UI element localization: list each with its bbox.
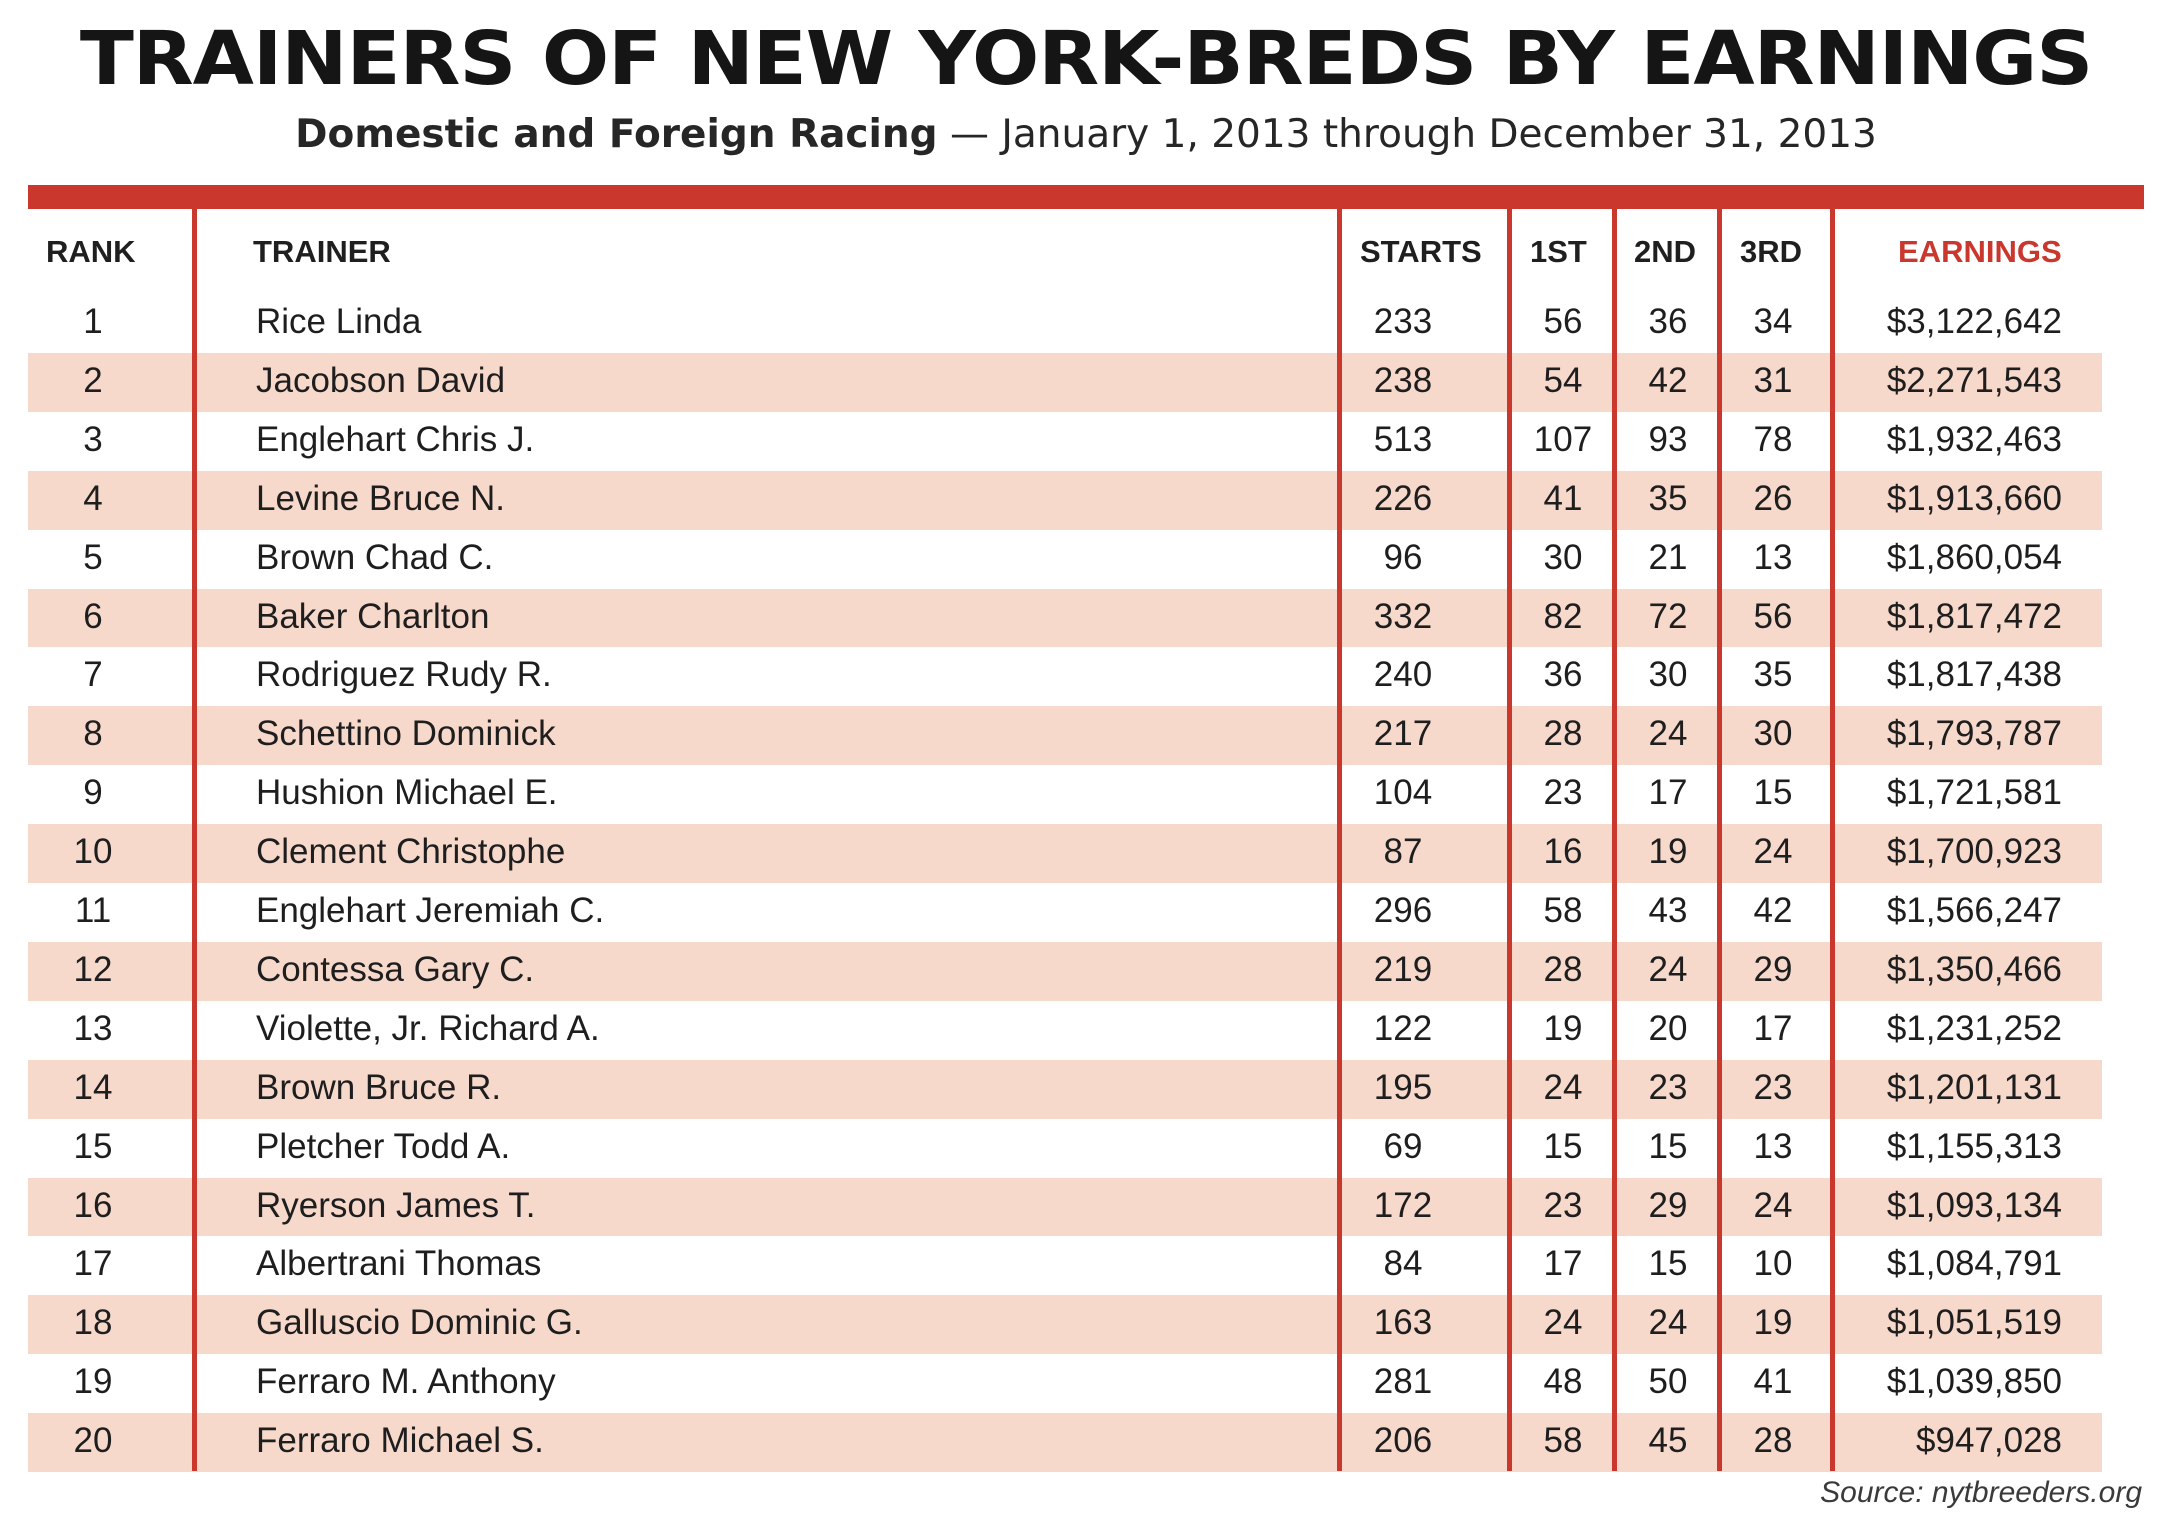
first-cell: 58 [1543,1421,1583,1461]
second-cell: 93 [1648,419,1688,459]
rank-cell: 7 [83,655,103,695]
earnings-cell: $3,122,642 [1886,302,2062,341]
earnings-cell: $1,231,252 [1886,1008,2062,1048]
rank-cell: 5 [83,537,103,577]
table-row [28,353,2102,412]
first-cell: 28 [1543,714,1583,754]
earnings-cell: $1,860,054 [1886,537,2062,577]
second-cell: 50 [1648,1362,1688,1402]
third-cell: 78 [1753,419,1793,459]
earnings-cell: $1,793,787 [1886,714,2062,754]
first-cell: 23 [1543,1185,1583,1225]
second-cell: 43 [1648,891,1688,930]
second-cell: 30 [1648,655,1688,695]
second-cell: 24 [1648,1303,1688,1343]
trainer-cell: Pletcher Todd A. [256,1126,511,1166]
earnings-cell: $1,721,581 [1886,773,2062,813]
rank-cell: 11 [74,891,112,930]
header-second: 2ND [1634,234,1697,269]
first-cell: 48 [1543,1362,1583,1402]
third-cell: 31 [1753,360,1793,400]
starts-cell: 87 [1383,832,1423,872]
rank-cell: 4 [83,478,103,518]
rank-cell: 16 [73,1185,113,1225]
third-cell: 41 [1753,1362,1793,1402]
header-rule [28,185,2144,209]
column-divider [1507,209,1512,1471]
earnings-cell: $1,051,519 [1886,1303,2062,1343]
earnings-table [28,209,2144,1472]
starts-cell: 233 [1373,302,1433,341]
second-cell: 17 [1648,773,1688,813]
third-cell: 28 [1753,1421,1793,1461]
earnings-cell: $1,155,313 [1886,1126,2062,1166]
table-row [28,1413,2102,1472]
starts-cell: 104 [1373,773,1433,813]
header-trainer: TRAINER [253,234,391,269]
third-cell: 17 [1753,1008,1793,1048]
subtitle-bold: Domestic and Foreign Racing [295,112,938,157]
trainer-cell: Rodriguez Rudy R. [256,655,552,695]
table-row [28,1295,2102,1354]
starts-cell: 69 [1383,1126,1423,1166]
earnings-cell: $1,084,791 [1886,1244,2062,1284]
third-cell: 24 [1753,1185,1793,1225]
third-cell: 42 [1753,891,1793,930]
earnings-cell: $1,201,131 [1886,1067,2062,1107]
first-cell: 107 [1533,419,1593,459]
table-row [28,824,2102,883]
earnings-cell: $1,700,923 [1886,832,2062,872]
table-row [28,471,2102,530]
second-cell: 24 [1648,714,1688,754]
third-cell: 13 [1753,537,1793,577]
first-cell: 23 [1543,773,1583,813]
table-row [28,883,2102,942]
rank-cell: 6 [83,596,103,636]
third-cell: 15 [1753,773,1793,813]
table-row [28,765,2102,824]
column-divider [1612,209,1617,1471]
trainer-cell: Englehart Chris J. [256,419,535,459]
starts-cell: 195 [1373,1067,1433,1107]
third-cell: 19 [1753,1303,1793,1343]
table-row [28,412,2102,471]
earnings-cell: $2,271,543 [1886,360,2062,400]
second-cell: 29 [1648,1185,1688,1225]
third-cell: 56 [1753,596,1793,636]
first-cell: 82 [1543,596,1583,636]
starts-cell: 122 [1373,1008,1433,1048]
column-divider [1337,209,1342,1471]
trainer-cell: Rice Linda [256,302,422,341]
rank-cell: 20 [73,1421,113,1461]
starts-cell: 296 [1373,891,1433,930]
third-cell: 23 [1753,1067,1793,1107]
table-row [28,1060,2102,1119]
first-cell: 41 [1543,478,1583,518]
trainer-cell: Galluscio Dominic G. [256,1303,583,1343]
source-note: Source: nytbreeders.org [1820,1476,2142,1509]
first-cell: 19 [1543,1008,1583,1048]
trainer-cell: Ferraro Michael S. [256,1421,544,1461]
starts-cell: 332 [1373,596,1433,636]
earnings-cell: $1,039,850 [1886,1362,2062,1402]
starts-cell: 219 [1373,949,1433,989]
first-cell: 58 [1543,891,1583,930]
trainer-cell: Levine Bruce N. [256,478,506,518]
third-cell: 35 [1753,655,1793,695]
header-rank: RANK [46,234,136,269]
trainer-cell: Jacobson David [256,360,506,400]
column-divider [1830,209,1835,1471]
rank-cell: 12 [73,949,113,989]
trainer-cell: Violette, Jr. Richard A. [256,1008,600,1048]
rank-cell: 14 [73,1067,113,1107]
earnings-cell: $1,932,463 [1886,419,2062,459]
third-cell: 30 [1753,714,1793,754]
trainer-cell: Contessa Gary C. [256,949,535,989]
starts-cell: 281 [1373,1362,1433,1402]
trainer-cell: Hushion Michael E. [256,773,558,813]
trainer-cell: Schettino Dominick [256,714,556,754]
earnings-cell: $1,913,660 [1886,478,2062,518]
first-cell: 54 [1543,360,1583,400]
starts-cell: 217 [1373,714,1433,754]
earnings-cell: $1,817,472 [1886,596,2062,636]
first-cell: 30 [1543,537,1583,577]
trainer-cell: Brown Bruce R. [256,1067,502,1107]
third-cell: 26 [1753,478,1793,518]
first-cell: 17 [1543,1244,1583,1284]
page-subtitle [0,112,2172,157]
second-cell: 23 [1648,1067,1688,1107]
starts-cell: 240 [1373,655,1433,695]
third-cell: 13 [1753,1126,1793,1166]
trainer-cell: Baker Charlton [256,596,490,636]
first-cell: 16 [1543,832,1583,872]
subtitle-dates: — January 1, 2013 through December 31, 2013 [937,112,1877,157]
table-row [28,706,2102,765]
table-row [28,1236,2102,1295]
starts-cell: 172 [1373,1185,1433,1225]
second-cell: 19 [1648,832,1688,872]
table-header [28,209,2144,294]
header-starts: STARTS [1360,234,1482,269]
first-cell: 15 [1543,1126,1583,1166]
third-cell: 24 [1753,832,1793,872]
trainer-cell: Ryerson James T. [256,1185,536,1225]
trainer-cell: Englehart Jeremiah C. [256,891,605,930]
rank-cell: 18 [73,1303,113,1343]
trainer-cell: Clement Christophe [256,832,566,872]
second-cell: 24 [1648,949,1688,989]
starts-cell: 226 [1373,478,1433,518]
starts-cell: 238 [1373,360,1433,400]
page-title: TRAINERS OF NEW YORK-BREDS BY EARNINGS [79,16,2093,102]
rank-cell: 17 [73,1244,113,1284]
rank-cell: 15 [73,1126,113,1166]
header-third: 3RD [1740,234,1803,269]
second-cell: 21 [1648,537,1688,577]
second-cell: 35 [1648,478,1688,518]
first-cell: 36 [1543,655,1583,695]
first-cell: 56 [1543,302,1583,341]
rank-cell: 2 [83,360,103,400]
table-row [28,589,2102,648]
rank-cell: 9 [83,773,103,813]
header-earnings: EARNINGS [1898,234,2062,269]
table-row [28,1178,2102,1237]
earnings-cell: $1,350,466 [1886,949,2062,989]
rank-cell: 1 [83,302,103,341]
third-cell: 34 [1753,302,1793,341]
trainer-cell: Ferraro M. Anthony [256,1362,556,1402]
starts-cell: 96 [1383,537,1423,577]
column-divider [192,209,197,1471]
first-cell: 28 [1543,949,1583,989]
rank-cell: 13 [73,1008,113,1048]
starts-cell: 513 [1373,419,1433,459]
earnings-cell: $947,028 [1916,1421,2062,1461]
table-row [28,1354,2102,1413]
table-row [28,530,2102,589]
rank-cell: 8 [83,714,103,754]
earnings-cell: $1,093,134 [1886,1185,2062,1225]
table-row [28,1001,2102,1060]
first-cell: 24 [1543,1303,1583,1343]
table-row [28,294,2102,353]
rank-cell: 19 [73,1362,113,1402]
header-first: 1ST [1530,234,1587,269]
second-cell: 42 [1648,360,1688,400]
table-row [28,942,2102,1001]
rank-cell: 3 [83,419,103,459]
second-cell: 45 [1648,1421,1688,1461]
trainer-cell: Brown Chad C. [256,537,494,577]
trainer-cell: Albertrani Thomas [256,1244,542,1284]
second-cell: 36 [1648,302,1688,341]
first-cell: 24 [1543,1067,1583,1107]
rank-cell: 10 [73,832,113,872]
table-row [28,647,2102,706]
table-row [28,1119,2102,1178]
earnings-cell: $1,566,247 [1886,891,2062,930]
second-cell: 15 [1648,1244,1688,1284]
column-divider [1717,209,1722,1471]
starts-cell: 163 [1373,1303,1433,1343]
starts-cell: 206 [1373,1421,1433,1461]
third-cell: 29 [1753,949,1793,989]
earnings-cell: $1,817,438 [1886,655,2062,695]
second-cell: 72 [1648,596,1688,636]
starts-cell: 84 [1383,1244,1423,1284]
second-cell: 15 [1648,1126,1688,1166]
third-cell: 10 [1753,1244,1793,1284]
second-cell: 20 [1648,1008,1688,1048]
